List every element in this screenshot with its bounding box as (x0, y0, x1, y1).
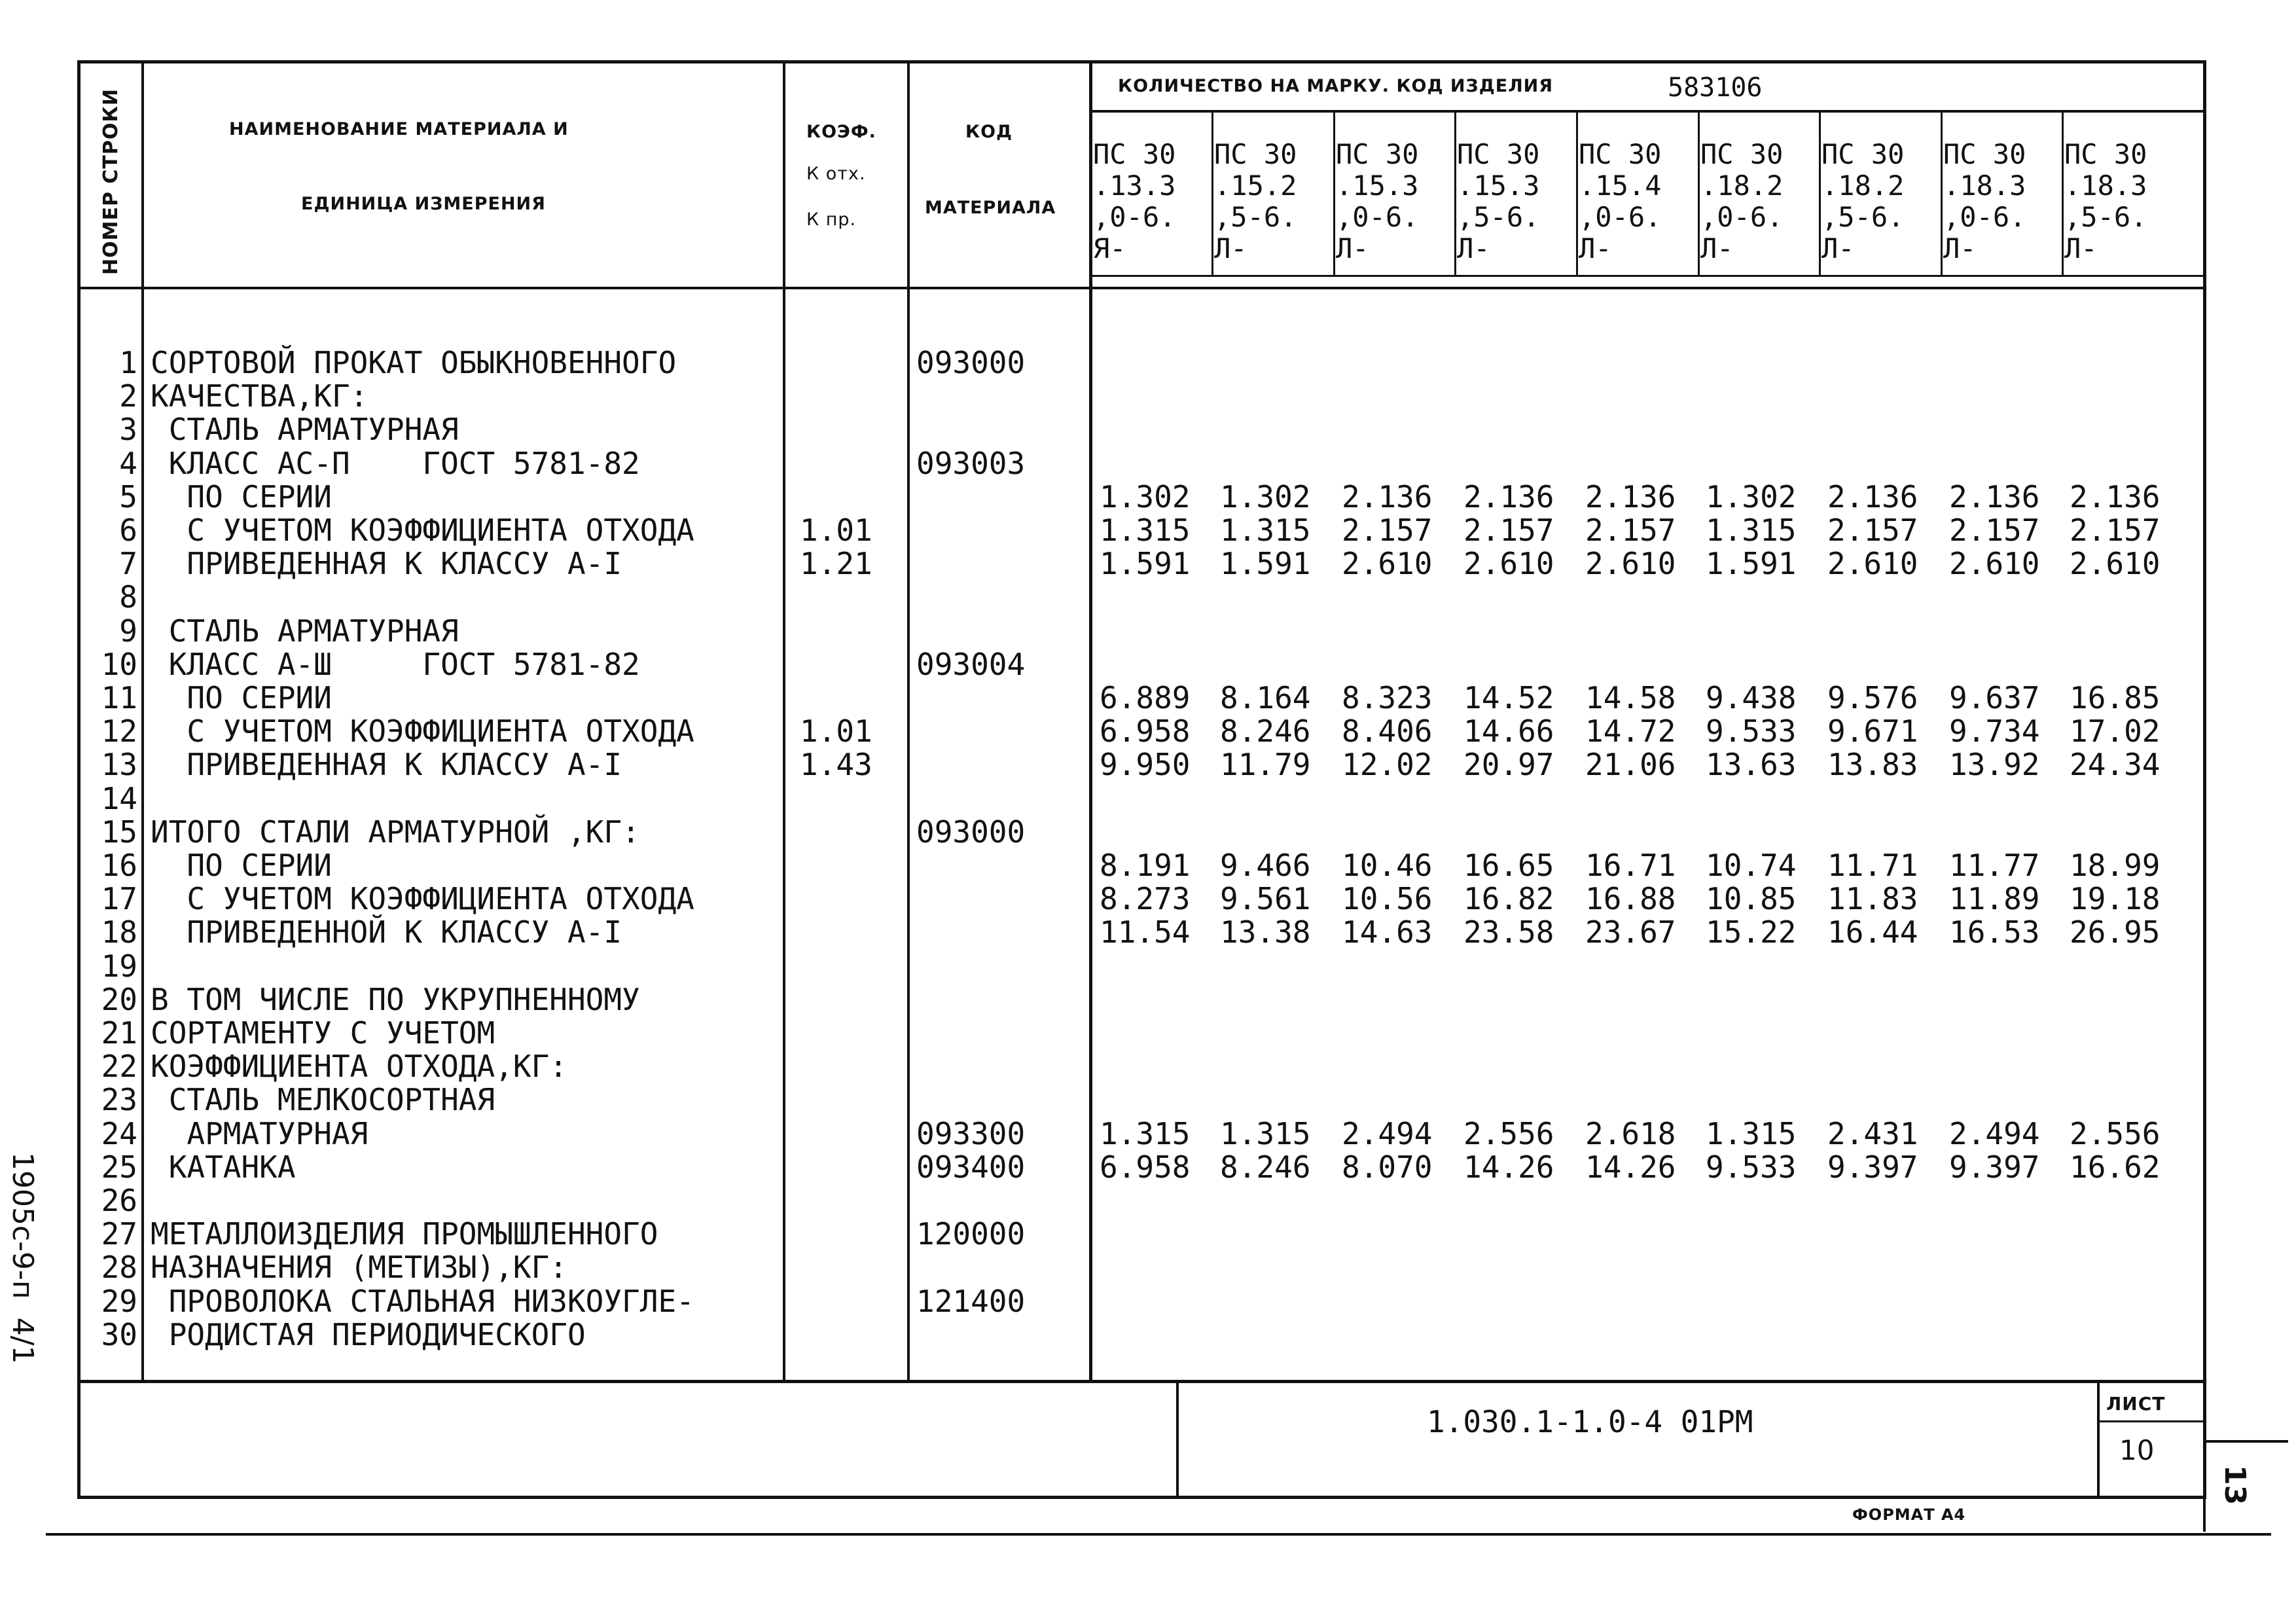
row-number: 7 (119, 546, 137, 581)
quantity-header: КОЛИЧЕСТВО НА МАРКУ. КОД ИЗДЕЛИЯ (1118, 76, 1554, 96)
quantity-cell: 2.618 (1585, 1116, 1676, 1151)
material-name: СТАЛЬ АРМАТУРНАЯ (151, 412, 459, 447)
mark-header: ПС 30 .18.2 ,5-6. Л- (1821, 138, 1905, 264)
quantity-cell: 26.95 (2070, 914, 2161, 950)
row-number: 19 (101, 948, 137, 984)
mark-divider-2 (1333, 113, 1335, 276)
quantity-cell: 2.610 (1585, 546, 1676, 581)
quantity-cell: 8.246 (1220, 713, 1311, 749)
coefficient: 1.01 (800, 713, 872, 749)
row-number: 10 (101, 647, 137, 682)
quantity-cell: 16.85 (2070, 680, 2161, 715)
row-number: 21 (101, 1015, 137, 1051)
quantity-cell: 9.561 (1220, 881, 1311, 916)
quantity-cell: 1.315 (1100, 1116, 1191, 1151)
quantity-cell: 1.315 (1220, 1116, 1311, 1151)
quantity-cell: 2.610 (1827, 546, 1918, 581)
material-code: 093300 (916, 1116, 1026, 1151)
row-number: 13 (101, 747, 137, 782)
product-code: 583106 (1668, 73, 1763, 103)
quantity-cell: 1.315 (1220, 513, 1311, 548)
material-code: 121400 (916, 1284, 1026, 1319)
row-number: 24 (101, 1116, 137, 1151)
row-number: 22 (101, 1049, 137, 1084)
material-name: СОРТАМЕНТУ С УЧЕТОМ (151, 1015, 495, 1051)
quantity-cell: 8.323 (1342, 680, 1433, 715)
quantity-cell: 8.070 (1342, 1149, 1433, 1185)
quantity-cell: 2.157 (2070, 513, 2161, 548)
mark-header: ПС 30 .15.4 ,0-6. Л- (1579, 138, 1662, 264)
material-name: КЛАСС АС-П ГОСТ 5781-82 (151, 446, 640, 481)
quantity-cell: 11.71 (1827, 848, 1918, 883)
quantity-cell: 2.610 (1342, 546, 1433, 581)
page-bottom-rule (46, 1533, 2271, 1536)
material-name: КАЧЕСТВА,КГ: (151, 378, 368, 414)
material-name-header-2: ЕДИНИЦА ИЗМЕРЕНИЯ (301, 194, 546, 214)
quantity-cell: 6.958 (1100, 1149, 1191, 1185)
material-name: СТАЛЬ АРМАТУРНАЯ (151, 613, 459, 649)
quantity-cell: 1.315 (1706, 513, 1797, 548)
quantity-cell: 1.591 (1706, 546, 1797, 581)
row-number: 2 (119, 378, 137, 414)
quantity-cell: 2.494 (1342, 1116, 1433, 1151)
quantity-cell: 16.44 (1827, 914, 1918, 950)
quantity-cell: 1.302 (1100, 479, 1191, 514)
row-number: 5 (119, 479, 137, 514)
material-name: С УЧЕТОМ КОЭФФИЦИЕНТА ОТХОДА (151, 713, 694, 749)
quantity-cell: 16.65 (1463, 848, 1554, 883)
row-number: 4 (119, 446, 137, 481)
quantity-cell: 16.71 (1585, 848, 1676, 883)
quantity-cell: 9.466 (1220, 848, 1311, 883)
row-number: 26 (101, 1183, 137, 1218)
material-name: СОРТОВОЙ ПРОКАТ ОБЫКНОВЕННОГО (151, 345, 677, 380)
quantity-cell: 15.22 (1706, 914, 1797, 950)
quantity-cell: 9.397 (1827, 1149, 1918, 1185)
quantity-cell: 14.63 (1342, 914, 1433, 950)
quantity-cell: 2.157 (1463, 513, 1554, 548)
row-number: 6 (119, 513, 137, 548)
material-name: С УЧЕТОМ КОЭФФИЦИЕНТА ОТХОДА (151, 513, 694, 548)
quantity-cell: 14.66 (1463, 713, 1554, 749)
material-name: СТАЛЬ МЕЛКОСОРТНАЯ (151, 1082, 495, 1117)
quantity-cell: 16.62 (2070, 1149, 2161, 1185)
quantity-cell: 23.58 (1463, 914, 1554, 950)
quantity-cell: 6.958 (1100, 713, 1191, 749)
row-number: 3 (119, 412, 137, 447)
col-divider-line (141, 60, 144, 1381)
quantity-cell: 19.18 (2070, 881, 2161, 916)
quantity-cell: 11.77 (1949, 848, 2040, 883)
material-name: ПРИВЕДЕННАЯ К КЛАССУ А-I (151, 747, 622, 782)
quantity-cell: 2.610 (1463, 546, 1554, 581)
quantity-cell: 2.136 (1949, 479, 2040, 514)
quantity-cell: 8.191 (1100, 848, 1191, 883)
coef-header-2: К отх. (806, 164, 866, 184)
quantity-cell: 2.136 (2070, 479, 2161, 514)
code-header-1: КОД (965, 122, 1013, 142)
quantity-cell: 13.92 (1949, 747, 2040, 782)
material-code: 093000 (916, 345, 1026, 380)
code-header-2: МАТЕРИАЛА (925, 198, 1056, 218)
sheet-box-mid-line (2098, 1420, 2204, 1422)
material-code: 120000 (916, 1216, 1026, 1252)
quantity-cell: 9.533 (1706, 713, 1797, 749)
quantity-cell: 2.157 (1827, 513, 1918, 548)
quantity-cell: 11.83 (1827, 881, 1918, 916)
page-corner-number: 13 (2218, 1465, 2251, 1506)
quantity-cell: 2.157 (1949, 513, 2040, 548)
mark-divider-7 (1941, 113, 1943, 276)
frame-top-line (79, 60, 2206, 63)
coef-header-3: К пр. (806, 209, 857, 230)
quantity-cell: 2.431 (1827, 1116, 1918, 1151)
mark-divider-6 (1819, 113, 1821, 276)
quantity-cell: 14.52 (1463, 680, 1554, 715)
quantity-cell: 1.302 (1220, 479, 1311, 514)
quantity-cell: 1.591 (1100, 546, 1191, 581)
row-number: 18 (101, 914, 137, 950)
quantity-cell: 2.136 (1585, 479, 1676, 514)
material-name: КАТАНКА (151, 1149, 296, 1185)
line-number-header: НОМЕР СТРОКИ (99, 88, 122, 275)
material-name: МЕТАЛЛОИЗДЕЛИЯ ПРОМЫШЛЕННОГО (151, 1216, 658, 1252)
row-number: 20 (101, 982, 137, 1017)
quantity-cell: 12.02 (1342, 747, 1433, 782)
quantity-cell: 1.315 (1706, 1116, 1797, 1151)
mark-divider-4 (1576, 113, 1578, 276)
mark-header: ПС 30 .13.3 ,0-6. Я- (1093, 138, 1176, 264)
sheet-label: ЛИСТ (2106, 1393, 2166, 1415)
frame-left-line (77, 60, 81, 1499)
coef-header-1: КОЭФ. (806, 122, 876, 142)
qty-title-line (1090, 110, 2203, 113)
material-name: ПО СЕРИИ (151, 680, 332, 715)
sheet-number: 10 (2119, 1434, 2155, 1466)
mark-divider-3 (1454, 113, 1456, 276)
row-number: 16 (101, 848, 137, 883)
row-number: 25 (101, 1149, 137, 1185)
material-name: РОДИСТАЯ ПЕРИОДИЧЕСКОГО (151, 1317, 586, 1352)
material-name: С УЧЕТОМ КОЭФФИЦИЕНТА ОТХОДА (151, 881, 694, 916)
quantity-cell: 13.83 (1827, 747, 1918, 782)
mark-divider-5 (1698, 113, 1700, 276)
material-name: ПО СЕРИИ (151, 848, 332, 883)
material-name: НАЗНАЧЕНИЯ (МЕТИЗЫ),КГ: (151, 1250, 567, 1285)
col-divider-code (1089, 60, 1092, 1381)
row-number: 17 (101, 881, 137, 916)
material-name: ПО СЕРИИ (151, 479, 332, 514)
quantity-cell: 14.26 (1585, 1149, 1676, 1185)
quantity-cell: 2.157 (1585, 513, 1676, 548)
coefficient: 1.43 (800, 747, 872, 782)
quantity-cell: 2.136 (1463, 479, 1554, 514)
material-name-header-1: НАИМЕНОВАНИЕ МАТЕРИАЛА И (229, 119, 569, 139)
row-number: 12 (101, 713, 137, 749)
quantity-cell: 1.302 (1706, 479, 1797, 514)
material-code: 093000 (916, 814, 1026, 850)
row-number: 29 (101, 1284, 137, 1319)
material-name: В ТОМ ЧИСЛЕ ПО УКРУПНЕННОМУ (151, 982, 640, 1017)
quantity-cell: 16.82 (1463, 881, 1554, 916)
quantity-cell: 9.734 (1949, 713, 2040, 749)
quantity-cell: 2.157 (1342, 513, 1433, 548)
material-name: КЛАСС А-Ш ГОСТ 5781-82 (151, 647, 640, 682)
quantity-cell: 2.556 (2070, 1116, 2161, 1151)
material-name: ПРОВОЛОКА СТАЛЬНАЯ НИЗКОУГЛЕ- (151, 1284, 694, 1319)
row-number: 23 (101, 1082, 137, 1117)
quantity-cell: 14.26 (1463, 1149, 1554, 1185)
header-bottom-line (79, 287, 2206, 289)
quantity-cell: 10.74 (1706, 848, 1797, 883)
material-name: ПРИВЕДЕННАЯ К КЛАССУ А-I (151, 546, 622, 581)
mark-box-bottom-line (1090, 275, 2203, 277)
mark-header: ПС 30 .15.2 ,5-6. Л- (1214, 138, 1297, 264)
quantity-cell: 10.56 (1342, 881, 1433, 916)
quantity-cell: 16.88 (1585, 881, 1676, 916)
quantity-cell: 2.556 (1463, 1116, 1554, 1151)
material-code: 093004 (916, 647, 1026, 682)
quantity-cell: 8.406 (1342, 713, 1433, 749)
quantity-cell: 6.889 (1100, 680, 1191, 715)
body-bottom-line (79, 1380, 2206, 1383)
quantity-cell: 1.591 (1220, 546, 1311, 581)
row-number: 27 (101, 1216, 137, 1252)
quantity-cell: 13.38 (1220, 914, 1311, 950)
col-divider-coef (907, 60, 910, 1381)
row-number: 8 (119, 579, 137, 615)
row-number: 28 (101, 1250, 137, 1285)
quantity-cell: 10.85 (1706, 881, 1797, 916)
quantity-cell: 11.79 (1220, 747, 1311, 782)
quantity-cell: 16.53 (1949, 914, 2040, 950)
mark-header: ПС 30 .15.3 ,0-6. Л- (1336, 138, 1419, 264)
quantity-cell: 11.89 (1949, 881, 2040, 916)
col-divider-name (783, 60, 785, 1381)
quantity-cell: 2.610 (1949, 546, 2040, 581)
quantity-cell: 9.637 (1949, 680, 2040, 715)
quantity-cell: 13.63 (1706, 747, 1797, 782)
quantity-cell: 9.533 (1706, 1149, 1797, 1185)
quantity-cell: 8.273 (1100, 881, 1191, 916)
quantity-cell: 14.58 (1585, 680, 1676, 715)
row-number: 11 (101, 680, 137, 715)
row-number: 30 (101, 1317, 137, 1352)
material-name: ПРИВЕДЕННОЙ К КЛАССУ А-I (151, 914, 622, 950)
quantity-cell: 23.67 (1585, 914, 1676, 950)
sheet-box-left-line (2097, 1381, 2100, 1498)
quantity-cell: 9.576 (1827, 680, 1918, 715)
quantity-cell: 11.54 (1100, 914, 1191, 950)
quantity-cell: 8.246 (1220, 1149, 1311, 1185)
quantity-cell: 24.34 (2070, 747, 2161, 782)
quantity-cell: 21.06 (1585, 747, 1676, 782)
quantity-cell: 2.610 (2070, 546, 2161, 581)
row-number: 9 (119, 613, 137, 649)
quantity-cell: 18.99 (2070, 848, 2161, 883)
row-number: 14 (101, 781, 137, 816)
quantity-cell: 9.950 (1100, 747, 1191, 782)
mark-header: ПС 30 .18.3 ,0-6. Л- (1943, 138, 2026, 264)
quantity-cell: 8.164 (1220, 680, 1311, 715)
material-code: 093400 (916, 1149, 1026, 1185)
coefficient: 1.21 (800, 546, 872, 581)
mark-header: ПС 30 .18.3 ,5-6. Л- (2064, 138, 2147, 264)
quantity-cell: 1.315 (1100, 513, 1191, 548)
format-label: ФОРМАТ А4 (1852, 1506, 1966, 1524)
row-number: 15 (101, 814, 137, 850)
frame-bottom-line (79, 1496, 2206, 1499)
quantity-cell: 2.136 (1827, 479, 1918, 514)
material-name: ИТОГО СТАЛИ АРМАТУРНОЙ ,КГ: (151, 814, 640, 850)
quantity-cell: 14.72 (1585, 713, 1676, 749)
quantity-cell: 9.397 (1949, 1149, 2040, 1185)
frame-right-line (2203, 60, 2206, 1499)
quantity-cell: 10.46 (1342, 848, 1433, 883)
mark-header: ПС 30 .18.2 ,0-6. Л- (1700, 138, 1784, 264)
quantity-cell: 20.97 (1463, 747, 1554, 782)
material-name: АРМАТУРНАЯ (151, 1116, 368, 1151)
coefficient: 1.01 (800, 513, 872, 548)
quantity-cell: 9.438 (1706, 680, 1797, 715)
quantity-cell: 17.02 (2070, 713, 2161, 749)
mark-header: ПС 30 .15.3 ,5-6. Л- (1457, 138, 1540, 264)
quantity-cell: 9.671 (1827, 713, 1918, 749)
row-number: 1 (119, 345, 137, 380)
quantity-cell: 2.136 (1342, 479, 1433, 514)
mark-divider-1 (1211, 113, 1213, 276)
mark-divider-8 (2062, 113, 2064, 276)
document-code: 1.030.1-1.0-4 01РМ (1427, 1404, 1753, 1439)
quantity-cell: 2.494 (1949, 1116, 2040, 1151)
stamp-divider-line (1176, 1381, 1179, 1498)
corner-box-left (2203, 1440, 2206, 1532)
material-code: 093003 (916, 446, 1026, 481)
side-stamp: 1905с-9-п 4/1 (6, 1152, 39, 1364)
corner-box-top (2203, 1440, 2288, 1443)
material-name: КОЭФФИЦИЕНТА ОТХОДА,КГ: (151, 1049, 567, 1084)
